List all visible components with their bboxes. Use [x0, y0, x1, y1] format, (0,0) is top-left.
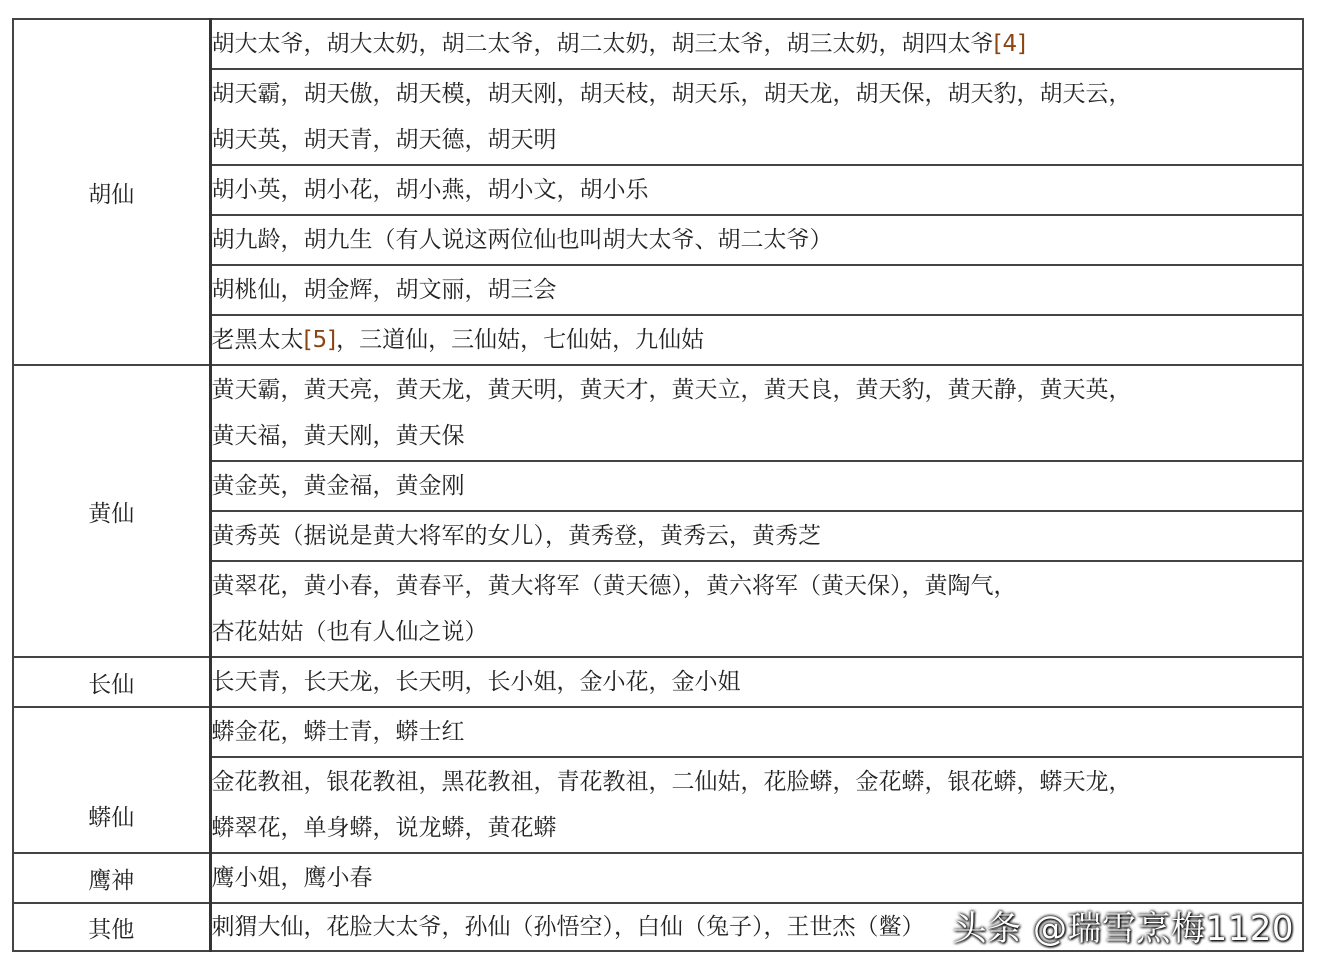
watermark: 头条 @瑞雪烹梅1120 [952, 909, 1294, 949]
names-cell [210, 365, 1303, 461]
names-cell [210, 19, 1303, 69]
names-text: 胡天霸，胡天傲，胡天模，胡天刚，胡天枝，胡天乐，胡天龙，胡天保，胡天豹，胡天云， [211, 81, 1132, 107]
category-cell: 蟒仙 [13, 707, 210, 853]
names-text: 黄天福，黄天刚，黄天保 [211, 423, 465, 449]
names-text: ，三道仙，三仙姑，七仙姑，九仙姑 [336, 327, 705, 353]
category-cell: 其他 [13, 903, 210, 951]
names-cell: 鹰小姐，鹰小春 [210, 853, 1303, 903]
names-text: 杏花姑姑（也有人仙之说） [211, 619, 488, 645]
names-cell: 蟒金花，蟒士青，蟒士红 [210, 707, 1303, 757]
names-text: 老黑太太 [211, 327, 304, 353]
names-cell: 长天青，长天龙，长天明，长小姐，金小花，金小姐 [210, 657, 1303, 707]
citation-link[interactable]: [4] [993, 31, 1027, 57]
names-cell [210, 315, 1303, 365]
names-cell: 胡桃仙，胡金辉，胡文丽，胡三会 [210, 265, 1303, 315]
category-cell: 黄仙 [13, 365, 210, 657]
names-cell [210, 561, 1303, 657]
names-text: 胡大太爷，胡大太奶，胡二太爷，胡二太奶，胡三太爷，胡三太奶，胡四太爷 [211, 31, 994, 57]
names-text: 黄天霸，黄天亮，黄天龙，黄天明，黄天才，黄天立，黄天良，黄天豹，黄天静，黄天英， [211, 377, 1132, 403]
citation-link[interactable]: [5] [303, 327, 337, 353]
names-text: 胡天英，胡天青，胡天德，胡天明 [211, 127, 557, 153]
names-cell: 胡九龄，胡九生（有人说这两位仙也叫胡大太爷、胡二太爷） [210, 215, 1303, 265]
spirits-table [12, 18, 1304, 952]
category-cell: 长仙 [13, 657, 210, 707]
names-cell: 黄秀英（据说是黄大将军的女儿），黄秀登，黄秀云，黄秀芝 [210, 511, 1303, 561]
names-cell: 刺猬大仙，花脸大太爷，孙仙（孙悟空），白仙（兔子），王世杰（鳖） [210, 903, 1303, 951]
names-cell: 黄金英，黄金福，黄金刚 [210, 461, 1303, 511]
names-text: 黄翠花，黄小春，黄春平，黄大将军（黄天德），黄六将军（黄天保），黄陶气， [211, 573, 1017, 599]
names-cell [210, 69, 1303, 165]
names-cell [210, 757, 1303, 853]
names-cell: 胡小英，胡小花，胡小燕，胡小文，胡小乐 [210, 165, 1303, 215]
category-cell: 胡仙 [13, 19, 210, 365]
names-text: 蟒翠花，单身蟒，说龙蟒，黄花蟒 [211, 815, 557, 841]
names-text: 金花教祖，银花教祖，黑花教祖，青花教祖，二仙姑，花脸蟒，金花蟒，银花蟒，蟒天龙， [211, 769, 1132, 795]
category-cell: 鹰神 [13, 853, 210, 903]
